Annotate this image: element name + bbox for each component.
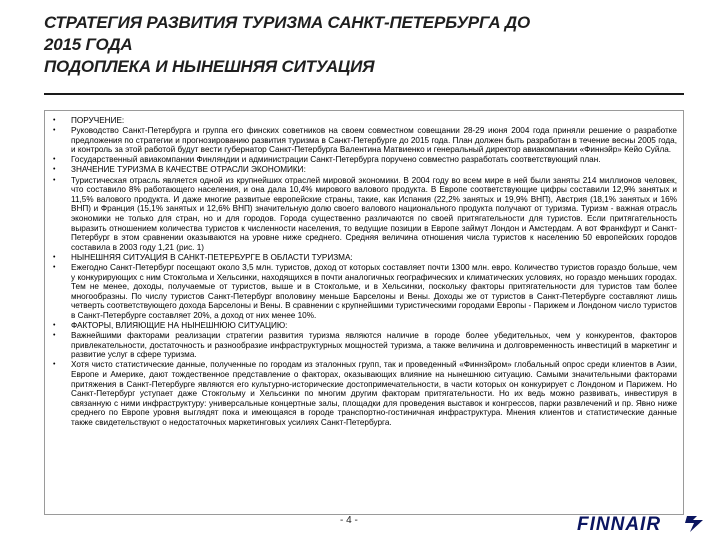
list-item [53, 263, 677, 321]
title-divider [44, 93, 684, 95]
list-item [53, 176, 677, 253]
list-item-text: Туристическая отрасль является одной из крупнейших отраслей мировой экономики. В 2004 году во всем мире в ней были заняты 214 миллионов человек, что составило 8% работающего населения, и она дала 10,4% мирового валового продукта. В Европе соответствующие цифры составили 12,9% занятых и 11,5% валового продукта. И даже многие развитые европейские страны, такие, как Испания (22,2% занятых и 19,9% ВНП), Австрия (18,1% занятых и 16% ВНП) и Франция (15,1% занятых и 12,6% ВНП) значительную долю своего валового национального продукта получают от туризма. Туризм - важная отрасль экономики не только для стран, но и для городов. Города существенно различаются по своей притягательности для туристов. Если притягательность выразить отношением количества туристов к численности населения, то ведущие позиции в Европе займут Лондон и Амстердам. А вот Франкфурт и Санкт-Петербург в этом сравнении оказываются на уровне ниже среднего. Средняя величина отношения числа туристов к населению 50 европейских городов составила в 2003 году 1,21 (рис. 1) [71, 175, 677, 252]
list-item-text: Ежегодно Санкт-Петербург посещают около 3,5 млн. туристов, доход от которых составляет почти 1300 млн. евро. Количество туристов гораздо больше, чем у конкурирующих с ним Стокгольма и Хельсинки, находящихся в почти аналогичных географических и климатических условиях, но гораздо меньших городах. Тем не менее, доходы, получаемые от туристов, выше и в Стокгольме, и в Хельсинки, поскольку факторы притягательности для туристов там более многообразны. По числу туристов Санкт-Петербург вполовину меньше Барселоны и Вены. Доходы же от туристов в Санкт-Петербурге составляют лишь четверть соответствующего дохода Барселоны и Вены. В сравнении с крупнейшими туристическими городами Европы - Парижем и Лондоном число туристов в Санкт-Петербурге составляет 20%, а доход от них менее 10%. [71, 262, 677, 320]
logo-mark-icon [685, 516, 703, 532]
list-item [53, 116, 677, 126]
list-item [53, 331, 677, 360]
list-item [53, 155, 677, 165]
list-item [53, 360, 677, 427]
list-item-text: Важнейшими факторами реализации стратегии развития туризма являются наличие в городе более убедительных, чем у конкурентов, факторов привлекательности, достаточность и разнообразие инфраструктурных мощностей туризма, а также величина и долговременность инвестиций в маркетинг и развитие услуг в сфере туризма. [71, 331, 677, 360]
bullet-icon: • [53, 253, 56, 261]
list-item [53, 126, 677, 155]
finnair-logo [575, 512, 705, 534]
logo-text: FINNAIR [577, 514, 662, 534]
title-line-2: 2015 ГОДА [44, 35, 133, 54]
bullet-icon: • [53, 361, 56, 369]
bullet-icon: • [53, 166, 56, 174]
bullet-icon: • [53, 263, 56, 271]
content-box [44, 110, 684, 515]
list-item-text: ЗНАЧЕНИЕ ТУРИЗМА В КАЧЕСТВЕ ОТРАСЛИ ЭКОНОМИКИ: [71, 165, 306, 175]
list-item [53, 321, 677, 331]
bullet-icon: • [53, 176, 56, 184]
bullet-icon: • [53, 117, 56, 124]
bullet-icon: • [53, 332, 56, 340]
slide-title [44, 12, 694, 78]
list-item-text: ФАКТОРЫ, ВЛИЯЮЩИЕ НА НЫНЕШНЮЮ СИТУАЦИЮ: [71, 320, 288, 330]
bullet-icon: • [53, 321, 56, 329]
list-item [53, 165, 677, 175]
list-item-text: Руководство Санкт-Петербурга и группа его финских советников на своем совместном совещании 28-29 июня 2004 года приняли решение о разработке предложения по стратегии и прогнозированию развития туризма в Санкт-Петербурге до 2015 года. План должен быть разработан в течение весны 2005 года, и контроль за этой работой будут вести губернатор Санкт-Петербурга Валентина Матвиенко и генеральный директор авиакомпании «Финнэйр» Кейо Суйла. [71, 126, 677, 155]
bullet-list [53, 116, 677, 428]
list-item-text: Государственный авиакомпании Финляндии и администрации Санкт-Петербурга поручено совместно разработать соответствующий план. [71, 155, 601, 165]
list-item-text: Хотя чисто статистические данные, полученные по городам из эталонных групп, так и проведенный «Финнэйром» глобальный опрос среди клиентов в Азии, Европе и Америке, дают тождественное представление о факторах, оказывающих влияние на нынешнюю ситуацию. Самыми значительными факторами притяжения в Санкт-Петербурге являются его культурно-исторические достопримечательности, в части которых он конкурирует с Лондоном и Парижем. Но Санкт-Петербург уступает даже Стокгольму и Хельсинки по многим другим факторам притягательности. Но их ведь можно развивать, инвестируя в связанную с ними инфраструктуру: универсальные концертные залы, площадки для проведения выставок и конгрессов, парки развлечений и пр. Явно ниже среднего по Европе уровня выглядят пока и имеющаяся в городе транспортно-гостиничная инфраструктура. Мнения клиентов и статистические данные также свидетельствуют о недостаточных маркетинговых усилиях Санкт-Петербурга. [71, 360, 677, 427]
bullet-icon: • [53, 127, 56, 135]
list-item [53, 253, 677, 263]
title-line-1: СТРАТЕГИЯ РАЗВИТИЯ ТУРИЗМА САНКТ-ПЕТЕРБУРГА ДО [44, 13, 531, 32]
title-line-3: ПОДОПЛЕКА И НЫНЕШНЯЯ СИТУАЦИЯ [44, 57, 375, 76]
list-item-text: ПОРУЧЕНИЕ: [71, 116, 125, 125]
page-number: - 4 - [340, 515, 358, 526]
list-item-text: НЫНЕШНЯЯ СИТУАЦИЯ В САНКТ-ПЕТЕРБУРГЕ В ОБЛАСТИ ТУРИЗМА: [71, 252, 353, 262]
bullet-icon: • [53, 156, 56, 164]
